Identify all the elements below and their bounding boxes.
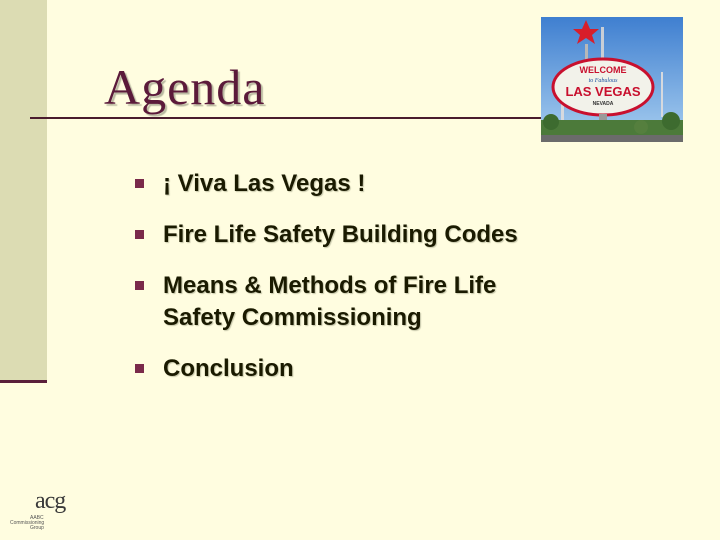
logo-caption-line: Commissioning	[10, 520, 45, 526]
las-vegas-sign-image	[541, 17, 683, 142]
agenda-item	[135, 270, 565, 334]
square-bullet-icon	[135, 230, 144, 239]
sign-city-text: LAS VEGAS	[565, 84, 641, 99]
sign-state-text: NEVADA	[592, 101, 614, 107]
left-band-accent-line	[0, 380, 47, 383]
sign-fabulous-text: to Fabulous	[588, 78, 618, 84]
agenda-list	[135, 168, 565, 404]
agenda-item	[135, 219, 565, 251]
logo-caption	[10, 516, 44, 531]
acg-logo	[10, 490, 70, 532]
agenda-item-label: Fire Life Safety Building Codes	[163, 221, 518, 248]
agenda-item-label: ¡ Viva Las Vegas !	[163, 170, 366, 197]
title-underline	[30, 117, 560, 119]
left-decorative-band	[0, 0, 47, 383]
slide-title: Agenda	[104, 59, 266, 115]
logo-caption-line: AABC	[30, 515, 44, 521]
agenda-item	[135, 168, 565, 200]
agenda-item-label: Means & Methods of Fire Life Safety Commissioning	[163, 272, 497, 331]
square-bullet-icon	[135, 364, 144, 373]
logo-mark: acg	[35, 488, 66, 514]
square-bullet-icon	[135, 179, 144, 188]
agenda-item-label: Conclusion	[163, 355, 294, 382]
sign-welcome-text: WELCOME	[579, 65, 627, 75]
agenda-item	[135, 353, 565, 385]
square-bullet-icon	[135, 281, 144, 290]
logo-caption-line: Group	[30, 525, 44, 531]
